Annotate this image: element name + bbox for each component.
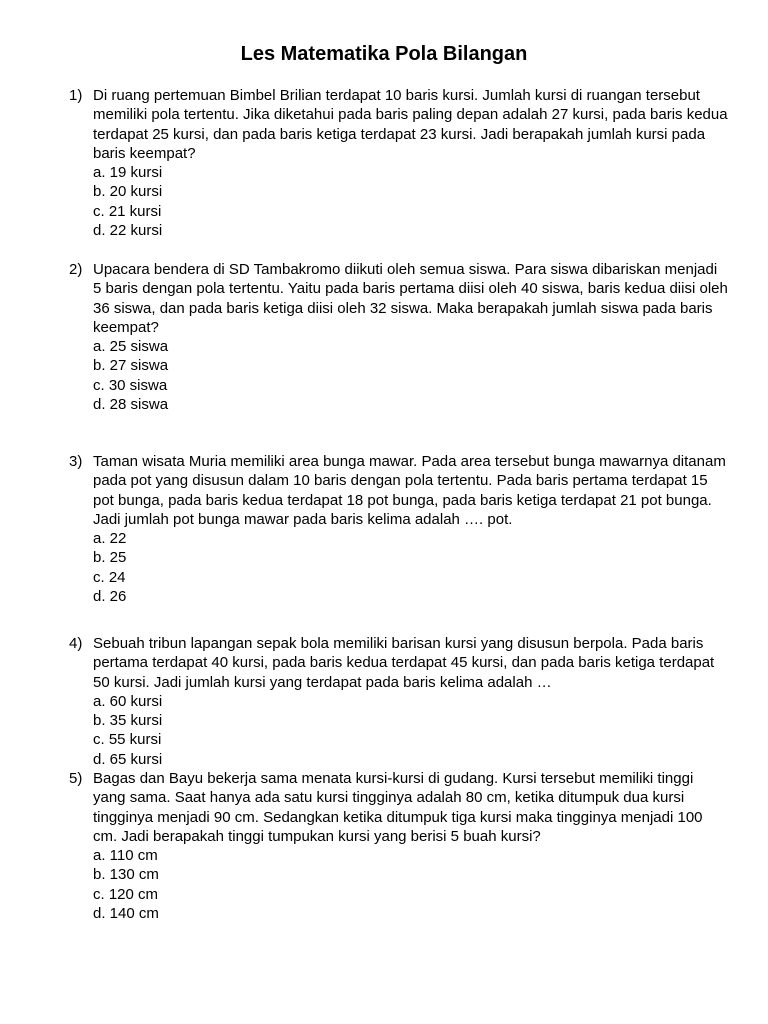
option-a: a. 25 siswa: [93, 338, 169, 356]
option-a: a. 22: [93, 530, 127, 548]
option-c: c. 30 siswa: [93, 376, 168, 394]
option-d: d. 28 siswa: [93, 396, 169, 414]
question-number: 4): [69, 635, 83, 652]
option-b: b. 20 kursi: [93, 183, 163, 201]
option-d: d. 65 kursi: [93, 750, 163, 768]
option-b: b. 27 siswa: [93, 357, 169, 375]
question-text: Bagas dan Bayu bekerja sama menata kursi-kursi di gudang. Kursi tersebut memiliki tinggi yang sama. Saat hanya ada satu kursi tingginya adalah 80 cm, ketika ditumpuk dua kursi tingginya menjadi 90 cm. Sedangkan ketika ditumpuk tiga kursi maka tingginya menjadi 100 cm. Jadi berapakah tinggi tumpukan kursi yang berisi 5 buah kursi?: [93, 770, 703, 845]
page-title: Les Matematika Pola Bilangan: [240, 43, 528, 65]
question-5: [69, 769, 729, 923]
question-1: [69, 86, 729, 240]
option-d: d. 22 kursi: [93, 222, 163, 240]
question-3: [69, 452, 729, 606]
option-d: d. 140 cm: [93, 905, 159, 923]
question-text: Sebuah tribun lapangan sepak bola memiliki barisan kursi yang disusun berpola. Pada baris pertama terdapat 40 kursi, pada baris kedua terdapat 45 kursi, dan pada baris ketiga terdapat 50 kursi. Jadi jumlah kursi yang terdapat pada baris kelima adalah …: [93, 635, 715, 691]
option-c: c. 24: [93, 568, 126, 586]
option-c: c. 120 cm: [93, 885, 159, 903]
option-b: b. 35 kursi: [93, 712, 163, 730]
question-number: 5): [69, 770, 83, 787]
question-2: [69, 260, 729, 414]
option-c: c. 21 kursi: [93, 202, 162, 220]
option-b: b. 130 cm: [93, 866, 159, 884]
question-text: Di ruang pertemuan Bimbel Brilian terdapat 10 baris kursi. Jumlah kursi di ruangan tersebut memiliki pola tertentu. Jika diketahui pada baris paling depan adalah 27 kursi, pada baris kedua terdapat 25 kursi, dan pada baris ketiga terdapat 23 kursi. Jadi berapakah jumlah kursi pada baris keempat?: [93, 87, 728, 162]
option-a: a. 19 kursi: [93, 164, 163, 182]
option-c: c. 55 kursi: [93, 731, 162, 749]
question-text: Taman wisata Muria memiliki area bunga mawar. Pada area tersebut bunga mawarnya ditanam pada pot yang disusun dalam 10 baris dengan pola tertentu. Pada baris pertama terdapat 15 pot bunga, pada baris kedua terdapat 18 pot bunga, pada baris ketiga terdapat 21 pot bunga. Jadi jumlah pot bunga mawar pada baris kelima adalah …. pot.: [93, 453, 726, 528]
question-number: 3): [69, 453, 83, 470]
option-a: a. 60 kursi: [93, 692, 163, 710]
option-b: b. 25: [93, 549, 127, 567]
question-text: Upacara bendera di SD Tambakromo diikuti oleh semua siswa. Para siswa dibariskan menjadi 5 baris dengan pola tertentu. Yaitu pada baris pertama diisi oleh 40 siswa, baris kedua diisi oleh 36 siswa, dan pada baris ketiga diisi oleh 32 siswa. Maka berapakah jumlah siswa pada baris keempat?: [93, 261, 728, 336]
question-number: 1): [69, 87, 83, 104]
question-4: [69, 634, 729, 769]
option-d: d. 26: [93, 588, 127, 606]
option-a: a. 110 cm: [93, 847, 158, 865]
question-number: 2): [69, 261, 83, 278]
